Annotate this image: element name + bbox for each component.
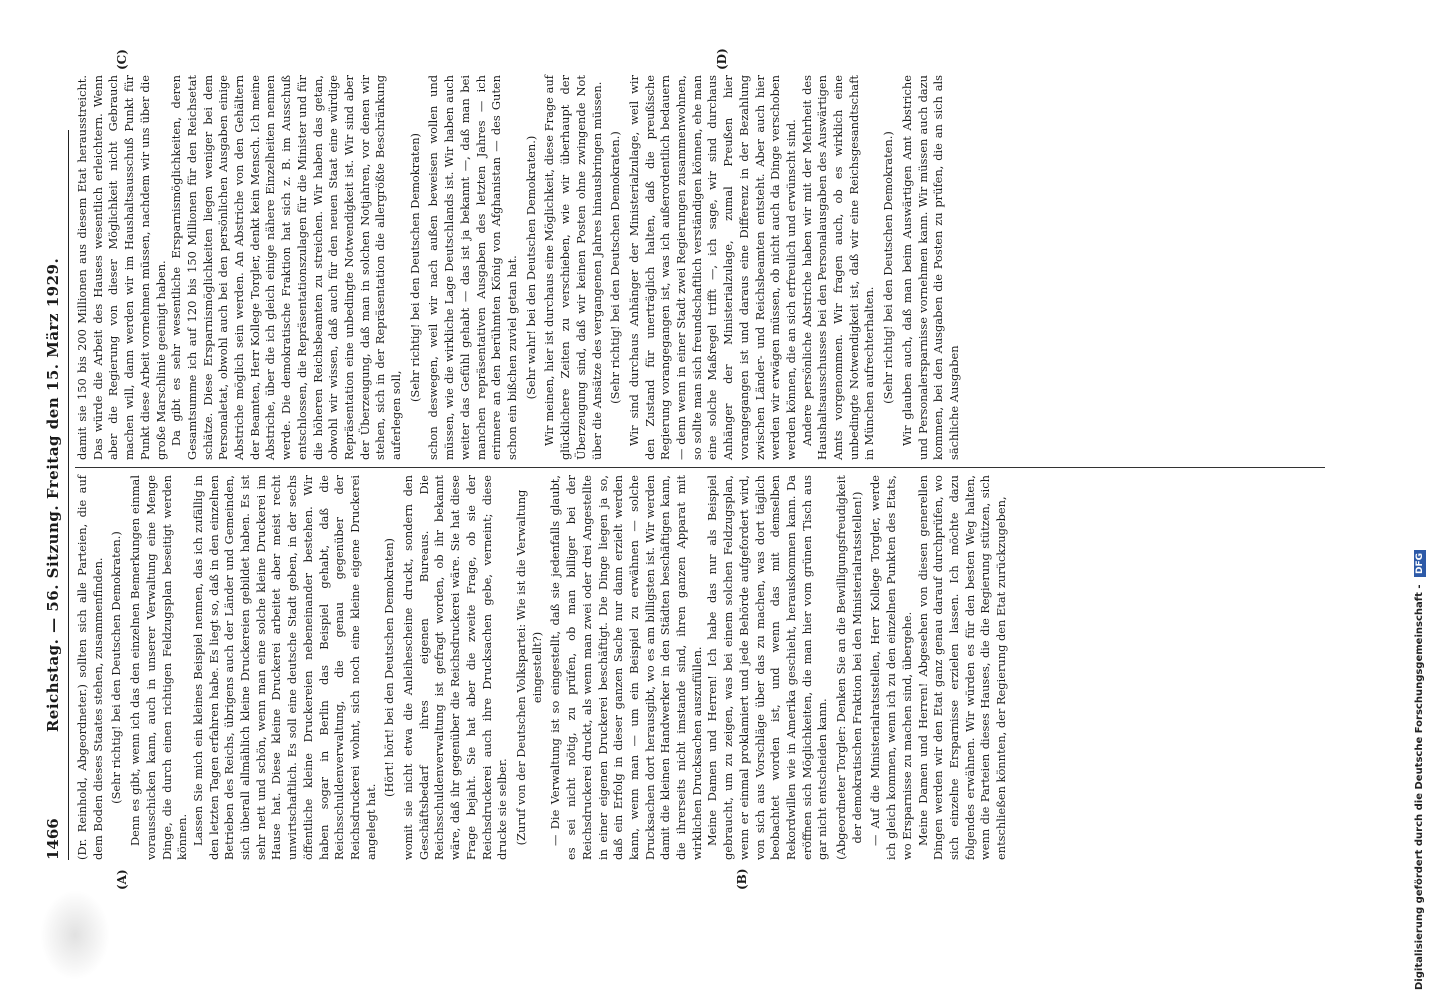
paragraph: Wir meinen, hier ist durchaus eine Möglichkeit, diese Frage auf glücklichere Zeiten zu verschieben, wie wir überhaupt der Überzeugung sind, daß wir keinen Posten ohne zwingende Not über die Ansätze des vergangenen Jahres hinausbringen müssen.: [542, 75, 604, 460]
paragraph: damit sie 150 bis 200 Millionen aus diesem Etat herausstreicht. Das würde die Arbeit des Hauses wesentlich erleichtern. Wenn aber die Regierung von dieser Möglichkeit nicht Gebrauch machen will, dann werden wir im Haushaltsausschuß Punkt für Punkt diese Arbeit vornehmen müssen, nachdem wir uns über die große Marschlinie geeinigt haben.: [75, 75, 168, 460]
margin-marker-d: (D): [715, 48, 729, 70]
interjection: (Hört! hört! bei den Deutschen Demokraten): [382, 538, 397, 797]
document-page: [0, 48, 1320, 940]
paragraph: schon deswegen, weil wir nach außen beweisen wollen und müssen, wie die wirkliche Lage Deutschlands ist. Wir haben auch weiter das Gefühl gehabt — das ist ja bekannt —, daß man bei manchen repräsentativen Ausgaben des letzten Jahres — ich erinnere an den berühmten König von Afghanistan — des Guten schon ein bißchen zuviel getan hat.: [426, 75, 519, 460]
digitization-credit: [1400, 10, 1430, 990]
paragraph: Lassen Sie mich ein kleines Beispiel nennen, das ich zufällig in den letzten Tagen erfahren habe. Es liegt so, daß in den einzelnen Betrieben des Reichs, übrigens auch der Länder und Gemeinden, sich überall allmählich kleine Druckereien gebildet haben. Es ist sehr nett und schön, wenn man eine solche kleine Druckerei im Hause hat. Diese kleine Druckerei arbeitet aber meist recht unwirtschaftlich. Es soll eine deutsche Stadt geben, in der sechs öffentliche kleine Druckereien nebeneinander bestehen. Wir haben sogar in Berlin das Beispiel gehabt, daß die Reichsschuldenverwaltung, die genau gegenüber der Reichsdruckerei wohnt, sich noch eine kleine eigene Druckerei angelegt hat.: [190, 475, 378, 860]
page-header: [40, 130, 69, 860]
left-column: [75, 475, 1010, 860]
paragraph: Da gibt es sehr wesentliche Ersparnismöglichkeiten, deren Gesamtsumme ich auf 120 bis 150 Millionen für den Reichsetat schätze. Diese Ersparnismöglichkeiten liegen weniger bei dem Personaletat, obwohl auch bei den persönlichen Ausgaben einige Abstriche möglich sein werden. An Abstriche von den Gehältern der Beamten, Herr Kollege Torgler, denkt kein Mensch. Ich meine Abstriche, über die ich gleich einige nähere Einzelheiten nennen werde. Die demokratische Fraktion hat sich z. B. im Ausschuß entschlossen, die Repräsentationszulagen für die Minister und für die höheren Reichsbeamten zu streichen. Wir haben das getan, obwohl wir wissen, daß auch für den neuen Staat eine würdige Repräsentation eine unbedingte Notwendigkeit ist. Wir sind aber der Überzeugung, daß man in solchen Notjahren, vor denen wir stehen, sich in der Repräsentation die allergrößte Beschränkung auferlegen soll,: [169, 75, 404, 460]
interjection: (Sehr richtig! bei den Deutschen Demokraten): [407, 133, 422, 403]
margin-marker-c: (C): [115, 49, 129, 70]
interjection: (Sehr wahr! bei den Deutschen Demokraten.): [523, 135, 538, 400]
paragraph: Meine Damen und Herren! Abgesehen von diesen generellen Dingen werden wir den Etat ganz genau darauf durchprüfen, wo sich einzelne Ersparnisse erzielen lassen. Ich möchte dazu folgendes erwähnen. Wir würden es für den besten Weg halten, wenn die Parteien dieses Hauses, die die Regierung stützen, sich entschließen könnten, der Regierung den Etat zurückzugeben,: [915, 475, 1009, 860]
paragraph: Andere persönliche Abstriche haben wir mit der Mehrheit des Haushaltsausschusses bei den Personalausgaben des Auswärtigen Amts vorgenommen. Wir fragen auch, ob es wirklich eine unbedingte Notwendigkeit ist, daß wir eine Reichsgesandtschaft in München aufrechterhalten.: [799, 75, 877, 460]
interjection: (Abgeordneter Torgler: Denken Sie an die Bewilligungsfreudigkeit der demokratischen Fraktion bei den Ministerialratsstellen!): [834, 475, 864, 860]
interjection: (Sehr richtig! bei den Deutschen Demokraten.): [881, 131, 896, 404]
margin-marker-a: (A): [115, 869, 129, 890]
paragraph: Wir sind durchaus Anhänger der Ministerialzulage, weil wir den Zustand für unerträglich halten, daß die preußische Regierung vorangegangen ist, was ich außerordentlich bedauern — denn wenn in einer Stadt zwei Regierungen zusammenwohnen, so sollte man sich freundschaftlich verständigen können, ehe man eine solche Maßregel trifft —, ich sage, wir sind durchaus Anhänger der Ministerialzulage, zumal Preußen hier vorangegangen ist und daraus eine Differenz in der Bezahlung zwischen Länder- und Reichsbeamten entsteht. Aber auch hier werden wir erwägen müssen, ob nicht auch da Dinge verschoben werden können, die an sich erfreulich und erwünscht sind.: [626, 75, 798, 460]
interjection: (Sehr richtig! bei den Deutschen Demokraten.): [608, 131, 623, 404]
paragraph: womit sie nicht etwa die Anleihescheine druckt, sondern den Geschäftsbedarf ihres eigenen Bureaus. Die Reichsschuldenverwaltung ist gefragt worden, ob ihr bekannt wäre, daß ihr gegenüber die Reichsdruckerei wäre. Sie hat diese Frage bejaht. Sie hat aber die zweite Frage, ob sie der Reichsdruckerei auch ihre Drucksachen gebe, verneint; diese drucke sie selber.: [401, 475, 510, 860]
column-divider: [75, 467, 1325, 468]
paragraph: — Auf die Ministerialratsstellen, Herr Kollege Torgler, werde ich gleich kommen, wenn ich zu den einzelnen Punkten des Etats, wo Ersparnisse zu machen sind, übergehe.: [868, 475, 914, 860]
paragraph: Wir glauben auch, daß man beim Auswärtigen Amt Abstriche und Personalersparnisse vornehmen kann. Wir müssen auch dazu kommen, bei den Ausgaben die Posten zu prüfen, die an sich als sächliche Ausgaben: [899, 75, 961, 460]
credit-text: Digitalisierung gefördert durch die Deutsche Forschungsgemeinschaft -: [1414, 584, 1425, 990]
running-title: Reichstag. — 56. Sitzung. Freitag den 15. März 1929.: [44, 257, 62, 733]
dfg-logo: DFG: [1414, 550, 1426, 577]
paragraph: Denn es gibt, wenn ich das den einzelnen Bemerkungen einmal vorausschicken kann, auch in unserer Verwaltung eine Menge Dinge, die durch einen richtigen Feldzugsplan beseitigt werden können.: [128, 475, 190, 860]
paragraph: — Die Verwaltung ist so eingestellt, daß sie jedenfalls glaubt, es sei nicht nötig, zu prüfen, ob man billiger bei der Reichsdruckerei druckt, als wenn man zwei oder drei Angestellte in einer eigenen Druckerei beschäftigt. Die Dinge liegen ja so, daß ein Erfolg in dieser ganzen Sache nur dann erzielt werden kann, wenn man — um ein Beispiel zu erwähnen — solche Drucksachen dort herausgibt, wo es am billigsten ist. Wir werden damit die kleinen Handwerker in den Städten beschäftigen kann, die ihrerseits nicht imstande sind, ihren ganzen Apparat mit wirklichen Drucksachen auszufüllen.: [548, 475, 704, 860]
paragraph: (Dr. Reinhold, Abgeordneter.) sollten sich alle Parteien, die auf dem Boden dieses Staates stehen, zusammenfinden.: [75, 475, 105, 860]
page-number: 1466: [44, 818, 62, 860]
interjection: (Zuruf von der Deutschen Volkspartei: Wie ist die Verwaltung eingestellt?): [513, 489, 544, 846]
paragraph: Meine Damen und Herren! Ich habe das nur als Beispiel gebraucht, um zu zeigen, was bei einem solchen Feldzugsplan, wenn er einmal proklamiert und jede Behörde aufgefordert wird, von sich aus Vorschläge über das zu machen, was dort täglich beobachtet worden ist, und wenn das mit demselben Rekordwillen wie in Amerika geschieht, herauskommen kann. Da eröffnen sich Möglichkeiten, die man hier vom grünen Tisch aus gar nicht entscheiden kann.: [705, 475, 830, 860]
right-column: [75, 75, 963, 460]
margin-marker-b: (B): [735, 868, 749, 890]
interjection: (Sehr richtig! bei den Deutschen Demokraten.): [109, 531, 124, 804]
